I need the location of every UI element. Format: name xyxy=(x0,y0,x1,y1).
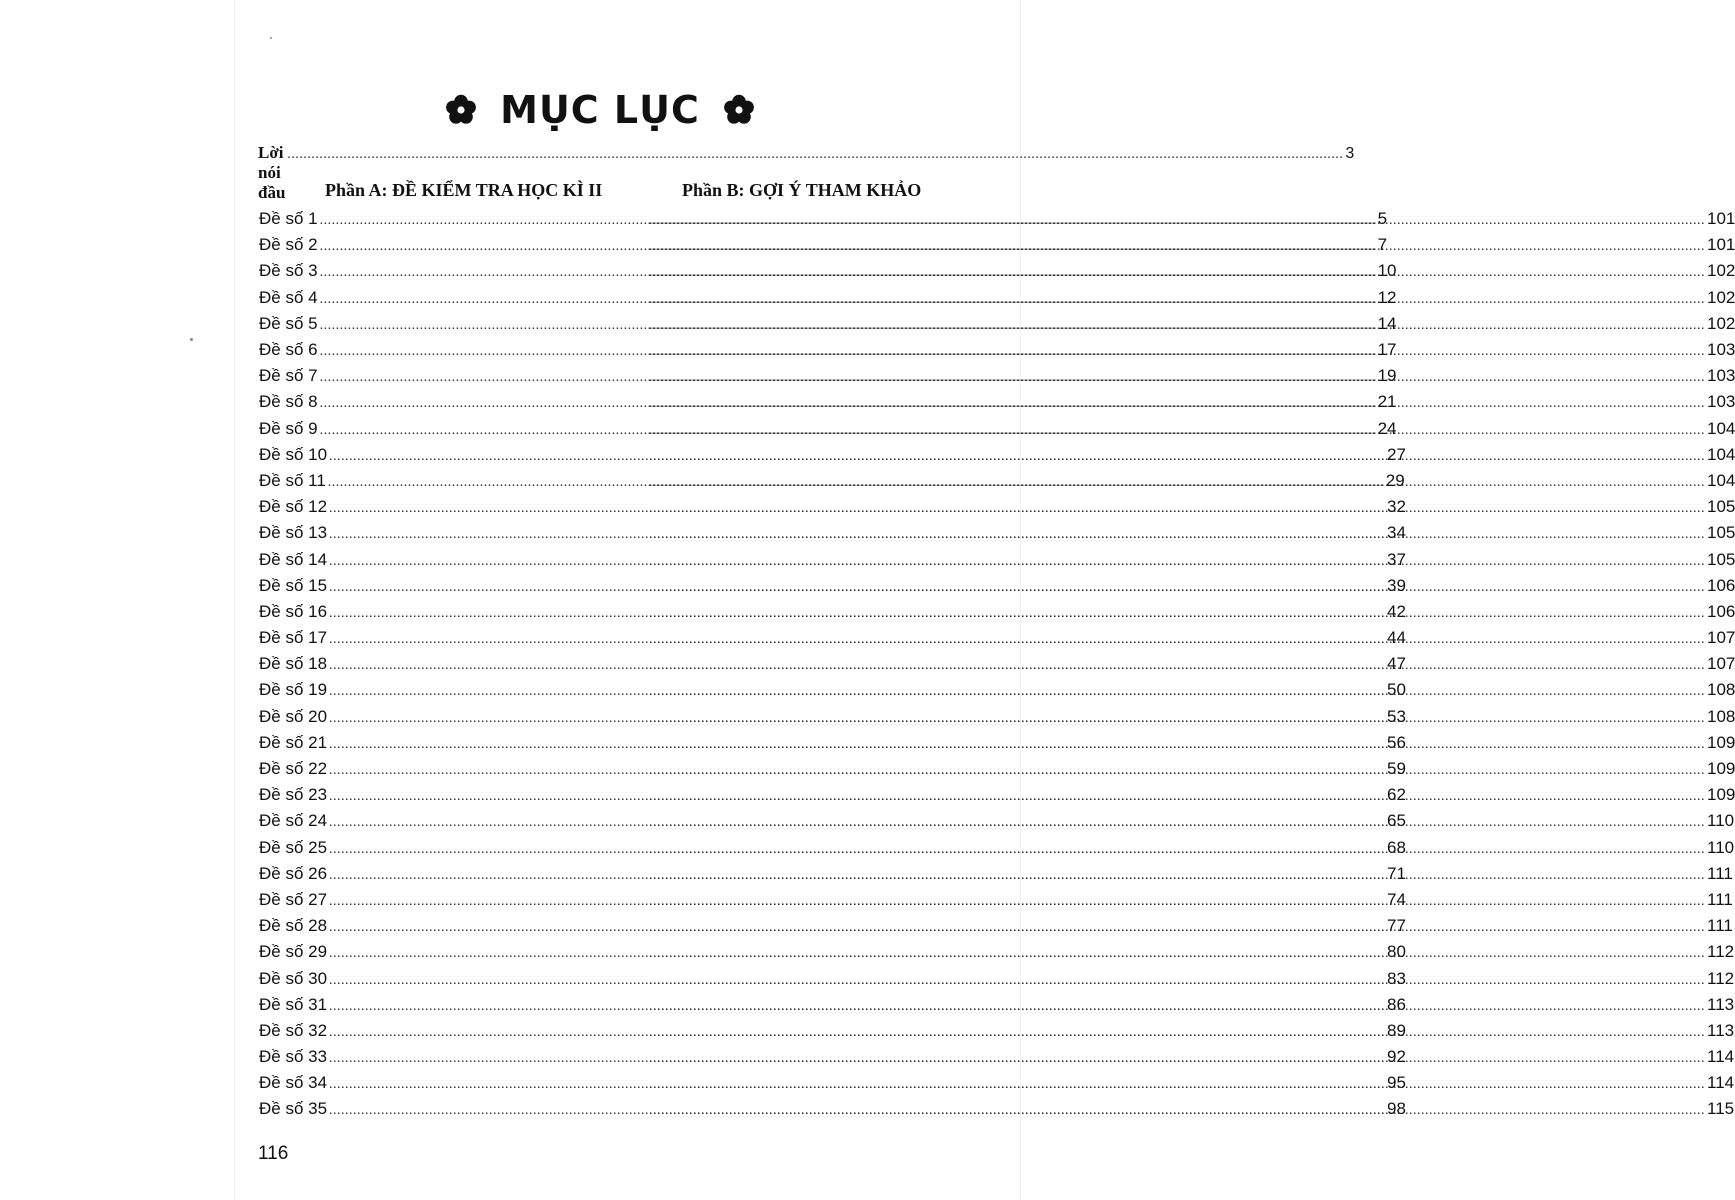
part-b-entry xyxy=(647,261,1735,281)
part-b-page-number: 104 xyxy=(1707,444,1735,464)
toc-entries-list xyxy=(259,206,1735,1123)
part-b-entry xyxy=(647,288,1735,308)
part-b-entry xyxy=(647,497,1735,517)
entry-label: Đề số 30 xyxy=(259,968,328,988)
entry-label: Đề số 1 xyxy=(259,209,318,229)
toc-row[interactable] xyxy=(259,887,1733,913)
part-a-entry xyxy=(259,837,1406,858)
part-b-entry xyxy=(647,523,1735,543)
part-b-entry xyxy=(647,1099,1734,1119)
toc-row[interactable] xyxy=(259,1096,1735,1122)
entry-label: Đề số 23 xyxy=(259,785,328,805)
part-b-entry xyxy=(647,419,1735,439)
toc-row[interactable] xyxy=(259,992,1735,1018)
entry-label: Đề số 6 xyxy=(259,340,318,360)
part-a-entry xyxy=(259,340,1397,360)
entry-label: Đề số 11 xyxy=(259,470,326,490)
part-a-page-number: 5 xyxy=(1377,209,1388,229)
part-a-page-number: 65 xyxy=(1387,811,1406,831)
part-b-entry xyxy=(647,209,1735,229)
toc-row[interactable] xyxy=(259,363,1735,389)
part-a-page-number: 19 xyxy=(1377,366,1397,386)
part-b-page-number: 101 xyxy=(1707,235,1735,255)
flower-icon xyxy=(444,93,478,127)
toc-row[interactable] xyxy=(259,1070,1735,1096)
flower-icon xyxy=(722,93,756,127)
part-a-entry xyxy=(259,916,1406,936)
entry-label: Đề số 26 xyxy=(259,863,328,883)
entry-label: Đề số 29 xyxy=(259,942,328,962)
leader-dots xyxy=(649,737,1705,753)
leader-dots xyxy=(649,1025,1705,1041)
leader-dots xyxy=(649,632,1705,648)
part-a-entry xyxy=(259,1099,1406,1119)
scan-speck xyxy=(190,338,193,341)
toc-row[interactable] xyxy=(259,389,1735,415)
part-b-page-number: 112 xyxy=(1707,968,1735,988)
part-a-page-number: 32 xyxy=(1387,497,1406,517)
toc-row[interactable] xyxy=(259,835,1735,861)
part-a-page-number: 62 xyxy=(1387,785,1406,805)
part-b-entry xyxy=(647,759,1735,779)
leader-dots xyxy=(649,658,1705,674)
part-a-entry xyxy=(259,601,1406,622)
part-b-page-number: 102 xyxy=(1707,287,1735,307)
part-b-page-number: 114 xyxy=(1707,1073,1735,1093)
toc-row[interactable] xyxy=(259,520,1735,546)
leader-dots xyxy=(649,763,1705,779)
leader-dots xyxy=(649,842,1705,858)
part-b-entry xyxy=(647,550,1735,570)
part-a-entry xyxy=(259,235,1388,255)
part-b-page-number: 106 xyxy=(1707,601,1735,621)
part-a-entry xyxy=(259,706,1406,727)
part-a-entry xyxy=(259,759,1406,779)
entry-label: Đề số 4 xyxy=(259,287,318,307)
toc-row[interactable] xyxy=(259,677,1735,703)
part-b-page-number: 109 xyxy=(1707,759,1735,779)
part-a-entry xyxy=(259,366,1397,386)
toc-row[interactable] xyxy=(259,546,1735,572)
toc-title xyxy=(0,80,1200,140)
part-b-page-number: 104 xyxy=(1707,470,1735,490)
part-a-page-number: 74 xyxy=(1387,889,1406,909)
part-b-page-number: 105 xyxy=(1707,549,1735,569)
part-a-page-number: 71 xyxy=(1387,863,1406,883)
part-b-page-number: 107 xyxy=(1707,628,1735,648)
part-a-page-number: 7 xyxy=(1377,235,1388,255)
leader-dots xyxy=(649,449,1705,465)
toc-row[interactable] xyxy=(259,913,1733,939)
part-a-page-number: 47 xyxy=(1387,654,1406,674)
part-b-page-number: 103 xyxy=(1707,340,1735,360)
toc-row[interactable] xyxy=(259,416,1735,442)
leader-dots xyxy=(287,147,1343,163)
leader-dots xyxy=(649,318,1705,334)
toc-row[interactable] xyxy=(259,704,1735,730)
entry-label: Đề số 3 xyxy=(259,261,318,281)
leader-dots xyxy=(649,684,1705,700)
toc-row[interactable] xyxy=(259,232,1735,258)
part-a-page-number: 77 xyxy=(1387,916,1406,936)
part-a-page-number: 92 xyxy=(1387,1047,1406,1067)
part-b-page-number: 115 xyxy=(1707,1099,1735,1119)
part-b-page-number: 102 xyxy=(1707,261,1735,281)
part-a-entry xyxy=(259,418,1397,439)
leader-dots xyxy=(649,475,1705,491)
toc-row[interactable] xyxy=(259,651,1735,677)
entry-label: Đề số 20 xyxy=(259,706,328,726)
leader-dots xyxy=(649,239,1705,255)
part-a-entry xyxy=(259,575,1406,596)
part-a-heading: Phần A: ĐỀ KIỂM TRA HỌC KÌ II xyxy=(325,180,603,200)
entry-label: Đề số 18 xyxy=(259,654,328,674)
part-b-page-number: 113 xyxy=(1707,994,1735,1014)
part-b-page-number: 101 xyxy=(1707,209,1735,229)
part-b-page-number: 114 xyxy=(1707,1047,1735,1067)
part-a-entry xyxy=(259,497,1406,517)
entry-label: Đề số 31 xyxy=(259,994,328,1014)
page-number: 116 xyxy=(258,1143,289,1164)
part-a-entry xyxy=(259,523,1406,543)
part-b-page-number: 109 xyxy=(1707,732,1735,752)
toc-row[interactable] xyxy=(259,258,1735,284)
part-a-page-number: 42 xyxy=(1387,601,1406,621)
part-b-page-number: 109 xyxy=(1707,785,1735,805)
part-b-page-number: 105 xyxy=(1707,523,1735,543)
toc-row[interactable] xyxy=(259,756,1735,782)
entry-label: Đề số 22 xyxy=(259,759,328,779)
entry-label: Đề số 13 xyxy=(259,523,328,543)
part-a-entry xyxy=(259,811,1406,831)
entry-label: Đề số 17 xyxy=(259,628,328,648)
part-a-entry xyxy=(259,1073,1406,1093)
part-a-page-number: 12 xyxy=(1377,287,1397,307)
entry-label: Đề số 8 xyxy=(259,392,318,412)
part-a-page-number: 29 xyxy=(1385,470,1405,490)
part-b-page-number: 110 xyxy=(1707,837,1735,857)
entry-label: Đề số 5 xyxy=(259,313,318,333)
toc-row[interactable] xyxy=(259,285,1735,311)
leader-dots xyxy=(649,1103,1705,1119)
part-b-page-number: 110 xyxy=(1707,811,1735,831)
toc-row[interactable] xyxy=(259,599,1735,625)
part-a-page-number: 56 xyxy=(1387,732,1406,752)
part-b-entry xyxy=(647,471,1735,491)
part-b-page-number: 106 xyxy=(1707,575,1735,595)
part-b-page-number: 111 xyxy=(1707,889,1733,909)
part-a-entry xyxy=(259,287,1397,308)
entry-label: Đề số 33 xyxy=(259,1047,328,1067)
toc-row[interactable] xyxy=(259,965,1735,991)
part-b-entry xyxy=(647,628,1735,648)
part-b-entry xyxy=(647,916,1733,936)
part-a-entry xyxy=(259,1047,1406,1067)
part-b-page-number: 103 xyxy=(1707,392,1735,412)
part-a-entry xyxy=(259,628,1406,648)
leader-dots xyxy=(649,1051,1705,1067)
part-a-entry xyxy=(259,654,1406,674)
part-a-entry xyxy=(259,392,1397,412)
part-a-entry xyxy=(259,942,1406,962)
toc-row[interactable] xyxy=(259,337,1735,363)
part-b-entry xyxy=(647,680,1735,700)
part-b-entry xyxy=(647,445,1735,465)
part-a-page-number: 95 xyxy=(1387,1073,1406,1093)
entry-label: Đề số 16 xyxy=(259,601,328,621)
leader-dots xyxy=(649,396,1705,412)
part-a-page-number: 50 xyxy=(1387,680,1406,700)
part-a-page-number: 44 xyxy=(1387,628,1406,648)
part-a-entry xyxy=(259,680,1406,700)
part-a-page-number: 68 xyxy=(1387,837,1406,857)
entry-label: Đề số 21 xyxy=(259,732,328,752)
leader-dots xyxy=(649,999,1705,1015)
part-b-page-number: 111 xyxy=(1707,863,1733,883)
part-a-page-number: 17 xyxy=(1377,340,1397,360)
toc-row[interactable] xyxy=(259,861,1733,887)
part-b-page-number: 107 xyxy=(1707,654,1735,674)
entry-label: Đề số 12 xyxy=(259,497,328,517)
part-b-entry xyxy=(647,733,1735,753)
leader-dots xyxy=(649,501,1705,517)
part-a-entry xyxy=(259,444,1406,465)
leader-dots xyxy=(649,946,1705,962)
part-b-entry xyxy=(647,811,1734,831)
part-a-entry xyxy=(259,785,1406,805)
entry-label: Đề số 14 xyxy=(259,549,328,569)
part-a-entry xyxy=(259,732,1406,753)
part-b-entry xyxy=(647,392,1735,412)
toc-row[interactable] xyxy=(259,573,1735,599)
part-b-page-number: 103 xyxy=(1707,366,1735,386)
part-a-page-number: 53 xyxy=(1387,706,1406,726)
part-b-page-number: 105 xyxy=(1707,497,1735,517)
part-a-page-number: 98 xyxy=(1387,1099,1406,1119)
part-b-entry xyxy=(647,942,1734,962)
part-b-heading: Phần B: GỢI Ý THAM KHẢO xyxy=(682,180,922,200)
page-title: MỤC LỤC xyxy=(500,88,700,132)
leader-dots xyxy=(649,213,1705,229)
entry-label: Đề số 27 xyxy=(259,889,328,909)
entry-label: Đề số 15 xyxy=(259,575,328,595)
leader-dots xyxy=(649,527,1705,543)
part-b-page-number: 113 xyxy=(1707,1020,1735,1040)
entry-label: Đề số 10 xyxy=(259,444,328,464)
part-b-page-number: 108 xyxy=(1707,706,1735,726)
part-a-page-number: 37 xyxy=(1387,549,1406,569)
part-b-entry xyxy=(647,995,1734,1015)
entry-label: Đề số 28 xyxy=(259,916,328,936)
leader-dots xyxy=(649,580,1705,596)
part-a-entry xyxy=(259,889,1406,910)
part-a-entry xyxy=(259,994,1406,1015)
toc-row[interactable] xyxy=(259,939,1735,965)
entry-label: Đề số 25 xyxy=(259,837,328,857)
part-b-entry xyxy=(647,1047,1734,1067)
scan-speck xyxy=(270,37,272,39)
toc-row[interactable] xyxy=(259,311,1735,337)
part-a-page-number: 27 xyxy=(1387,444,1406,464)
toc-row[interactable] xyxy=(259,782,1735,808)
entry-label: Đề số 32 xyxy=(259,1020,328,1040)
entry-label: Đề số 2 xyxy=(259,235,318,255)
part-a-entry xyxy=(259,261,1397,281)
part-b-entry xyxy=(647,235,1735,255)
part-a-entry xyxy=(259,209,1388,229)
preface-label: Lời nói đầu xyxy=(258,143,286,202)
part-a-page-number: 14 xyxy=(1377,313,1397,333)
leader-dots xyxy=(649,973,1705,989)
leader-dots xyxy=(649,554,1705,570)
part-a-page-number: 59 xyxy=(1387,759,1406,779)
leader-dots xyxy=(649,344,1705,360)
entry-label: Đề số 34 xyxy=(259,1073,328,1093)
part-b-entry xyxy=(647,576,1735,596)
toc-row[interactable] xyxy=(259,1044,1735,1070)
part-a-entry xyxy=(259,863,1406,884)
part-b-page-number: 108 xyxy=(1707,680,1735,700)
part-a-page-number: 34 xyxy=(1387,523,1406,543)
toc-row[interactable] xyxy=(259,730,1735,756)
part-b-entry xyxy=(647,969,1734,989)
part-a-page-number: 39 xyxy=(1387,575,1406,595)
part-a-page-number: 83 xyxy=(1387,968,1406,988)
preface-page-number: 3 xyxy=(1345,145,1355,162)
part-a-page-number: 10 xyxy=(1377,261,1397,281)
toc-row[interactable] xyxy=(259,625,1735,651)
leader-dots xyxy=(649,370,1705,386)
part-a-entry xyxy=(259,470,1405,491)
leader-dots xyxy=(649,789,1705,805)
part-b-page-number: 111 xyxy=(1707,916,1733,936)
part-b-entry xyxy=(647,864,1733,884)
part-b-entry xyxy=(647,314,1735,334)
part-b-entry xyxy=(647,890,1733,910)
part-b-entry xyxy=(647,707,1735,727)
leader-dots xyxy=(649,265,1705,281)
toc-row[interactable] xyxy=(259,1018,1735,1044)
leader-dots xyxy=(649,920,1705,936)
part-b-entry xyxy=(647,654,1735,674)
part-b-entry xyxy=(647,366,1735,386)
part-b-page-number: 112 xyxy=(1707,942,1735,962)
part-a-entry xyxy=(259,968,1406,989)
part-b-page-number: 104 xyxy=(1707,418,1735,438)
part-a-page-number: 89 xyxy=(1387,1020,1406,1040)
part-a-page-number: 86 xyxy=(1387,994,1406,1014)
part-b-entry xyxy=(647,785,1735,805)
leader-dots xyxy=(649,868,1705,884)
toc-row[interactable] xyxy=(259,468,1735,494)
part-a-page-number: 21 xyxy=(1377,392,1397,412)
part-a-entry xyxy=(259,313,1397,334)
entry-label: Đề số 24 xyxy=(259,811,328,831)
leader-dots xyxy=(649,423,1705,439)
part-a-page-number: 24 xyxy=(1377,418,1397,438)
part-b-entry xyxy=(647,1073,1734,1093)
leader-dots xyxy=(649,815,1705,831)
part-a-entry xyxy=(259,549,1406,570)
entry-label: Đề số 35 xyxy=(259,1099,328,1119)
part-b-entry xyxy=(647,602,1735,622)
toc-row[interactable] xyxy=(259,494,1735,520)
leader-dots xyxy=(649,606,1705,622)
part-a-page-number: 80 xyxy=(1387,942,1406,962)
part-b-entry xyxy=(647,838,1734,858)
toc-row[interactable] xyxy=(259,442,1735,468)
toc-row[interactable] xyxy=(259,808,1735,834)
entry-label: Đề số 7 xyxy=(259,366,318,386)
leader-dots xyxy=(649,1077,1705,1093)
entry-label: Đề số 9 xyxy=(259,418,318,438)
leader-dots xyxy=(649,292,1705,308)
leader-dots xyxy=(649,711,1705,727)
part-b-page-number: 102 xyxy=(1707,313,1735,333)
leader-dots xyxy=(649,894,1705,910)
toc-row[interactable] xyxy=(259,206,1735,232)
part-b-entry xyxy=(647,340,1735,360)
part-a-entry xyxy=(259,1020,1406,1041)
entry-label: Đề số 19 xyxy=(259,680,328,700)
part-b-entry xyxy=(647,1021,1734,1041)
